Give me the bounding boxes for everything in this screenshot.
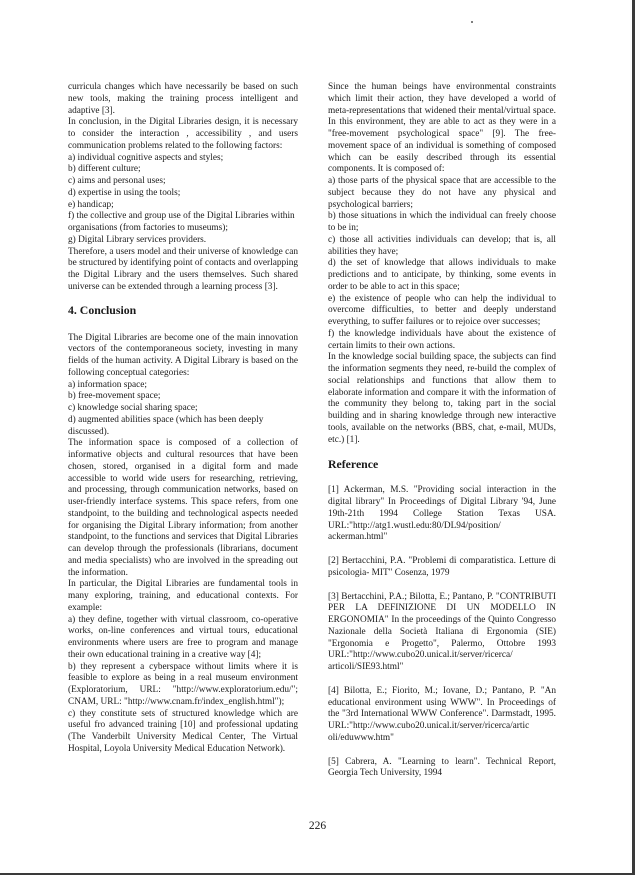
paragraph: The information space is composed of a collection of informative objects and cultural resources that have been chosen, stored, organised in a digital form and made accessible to world wide users for researching, retrieving, and processing, through communication networks, based on user-friendly interface systems. This space refers, from one standpoint, to the building and technological aspects needed for organising the Digital Library information; from another standpoint, to the functions and services that Digital Libraries can develop through the professionals (librarians, document and media specialists) who are involved in the spreading out the information.: [68, 438, 298, 578]
reference-item: [3] Bertacchini, P.A.; Bilotta, E.; Pantano, P. "CONTRIBUTI PER LA DEFINIZIONE DI UN MODELLO IN ERGONOMIA" In the proceedings of the Quinto Congresso Nazionale della Società Italiana di Ergonomia (SIE) "Ergonomia e Progetto", Palermo, Ottobre 1993 URL:"http://www.cubo20.unical.it/server/ricerca/ articoli/SIE93.html": [328, 591, 556, 672]
page-number: 226: [308, 820, 327, 832]
list-item: f) the knowledge individuals have about the existence of certain limits to their own actions.: [328, 328, 556, 351]
reference-item: [4] Bilotta, E.; Fiorito, M.; Iovane, D.; Pantano, P. "An educational environment using WWW". In Proceedings of the "3rd International WWW Conference". Darmstadt, 1995. URL:"http://www.cubo20.unical.it/server/ricerca/artic oli/eduwww.htm": [328, 685, 556, 743]
paragraph: curricula changes which have necessarily be based on such new tools, making the training process intelligent and adaptive [3].: [68, 82, 298, 116]
list-item: e) the existence of people who can help the individual to overcome difficulties, to better and deeply understand everything, to suffer failures or to rejoice over successes;: [328, 293, 556, 327]
section-heading-conclusion: 4. Conclusion: [68, 302, 137, 317]
paragraph: In conclusion, in the Digital Libraries design, it is necessary to consider the interaction , accessibility , and users communication problems related to the following factors:: [68, 117, 298, 151]
list-item: b) different culture;: [68, 164, 141, 175]
paragraph: Since the human beings have environmental constraints which limit their action, they have developed a world of meta-representations that widened their mental/virtual space. In this environment, they are able to act as they were in a "free-movement psychological space" [9]. The free-movement space of an individual is something of composed which can be easily described through its essential components. It is composed of:: [328, 82, 556, 175]
list-item: b) free-movement space;: [68, 391, 161, 402]
reference-item: [1] Ackerman, M.S. "Providing social interaction in the digital library" In Proceedings of Digital Library '94, June 19th-21th 1994 College Station Texas USA. URL:"http://atg1.wustl.edu:80/DL94/position/ ackerman.html": [328, 485, 556, 543]
list-item: f) the collective and group use of the Digital Libraries within organisations (from factories to museums);: [68, 211, 295, 233]
list-item: a) those parts of the physical space that are accessible to the subject because they do not have any physical and psychological barriers;: [328, 176, 556, 210]
list-item: a) individual cognitive aspects and styles;: [68, 152, 224, 163]
paragraph: In particular, the Digital Libraries are fundamental tools in many exploring, training, and educational contexts. For example:: [68, 579, 298, 613]
scan-speck: [471, 21, 473, 23]
list-item: b) those situations in which the individual can freely choose to be in;: [328, 211, 556, 233]
list-item: d) expertise in using the tools;: [68, 187, 181, 198]
list-item: g) Digital Library services providers.: [68, 234, 207, 245]
list-item: c) knowledge social sharing space;: [68, 403, 198, 413]
reference-item: [2] Bertacchini, P.A. "Problemi di comparatistica. Letture di psicologia- MIT" Cosenza, 1979: [328, 556, 556, 578]
section-heading-reference: Reference: [328, 457, 379, 472]
right-column: [328, 82, 556, 792]
list-item: a) information space;: [68, 379, 147, 390]
left-column: [68, 82, 298, 756]
list-item: c) those all activities individuals can develop; that is, all abilities they have;: [328, 234, 556, 257]
paragraph: Therefore, a users model and their universe of knowledge can be structured by identifying point of contacts and overlapping the Digital Library and the users themselves. Such shared universe can be extended through a learning process [3].: [68, 246, 298, 292]
reference-item: [5] Cabrera, A. "Learning to learn". Technical Report, Georgia Tech University, 1994: [328, 756, 556, 779]
list-item: a) they define, together with virtual classroom, co-operative works, on-line conferences and virtual tours, educational environments where users are free to program and manage their own educational training in a creative way [4];: [68, 614, 298, 660]
list-item: e) handicap;: [68, 199, 114, 210]
list-item: c) aims and personal uses;: [68, 176, 166, 186]
paragraph: The Digital Libraries are become one of the main innovation vectors of the contemporaneous society, investing in many fields of the human activity. A Digital Library is based on the following conceptual categories:: [68, 332, 298, 378]
list-item: d) augmented abilities space (which has been deeply discussed).: [68, 414, 264, 437]
list-item: c) they constitute sets of structured knowledge which are useful fro advanced training [10] and professional updating (The Vanderbilt University Medical Center, The Virtual Hospital, Loyola University Medical Education Network).: [68, 708, 298, 754]
list-item: d) the set of knowledge that allows individuals to make predictions and to anticipate, by thinking, some events in order to be able to act in this space;: [328, 258, 556, 292]
paragraph: In the knowledge social building space, the subjects can find the information segments they need, re-build the complex of social relationships and functions that allow them to elaborate information and compare it with the information of the community they belong to, taking part in the social building and in sharing knowledge through new interactive tools, available on the networks (BBS, chat, e-mail, MUDs, etc.) [1].: [328, 352, 556, 445]
list-item: b) they represent a cyberspace without limits where it is feasible to explore as being in a real museum environment (Exploratorium, URL: "http://www.exploratorium.edu/"; CNAM, URL: "http://www.cnam.fr/index_english.html");: [68, 661, 298, 707]
